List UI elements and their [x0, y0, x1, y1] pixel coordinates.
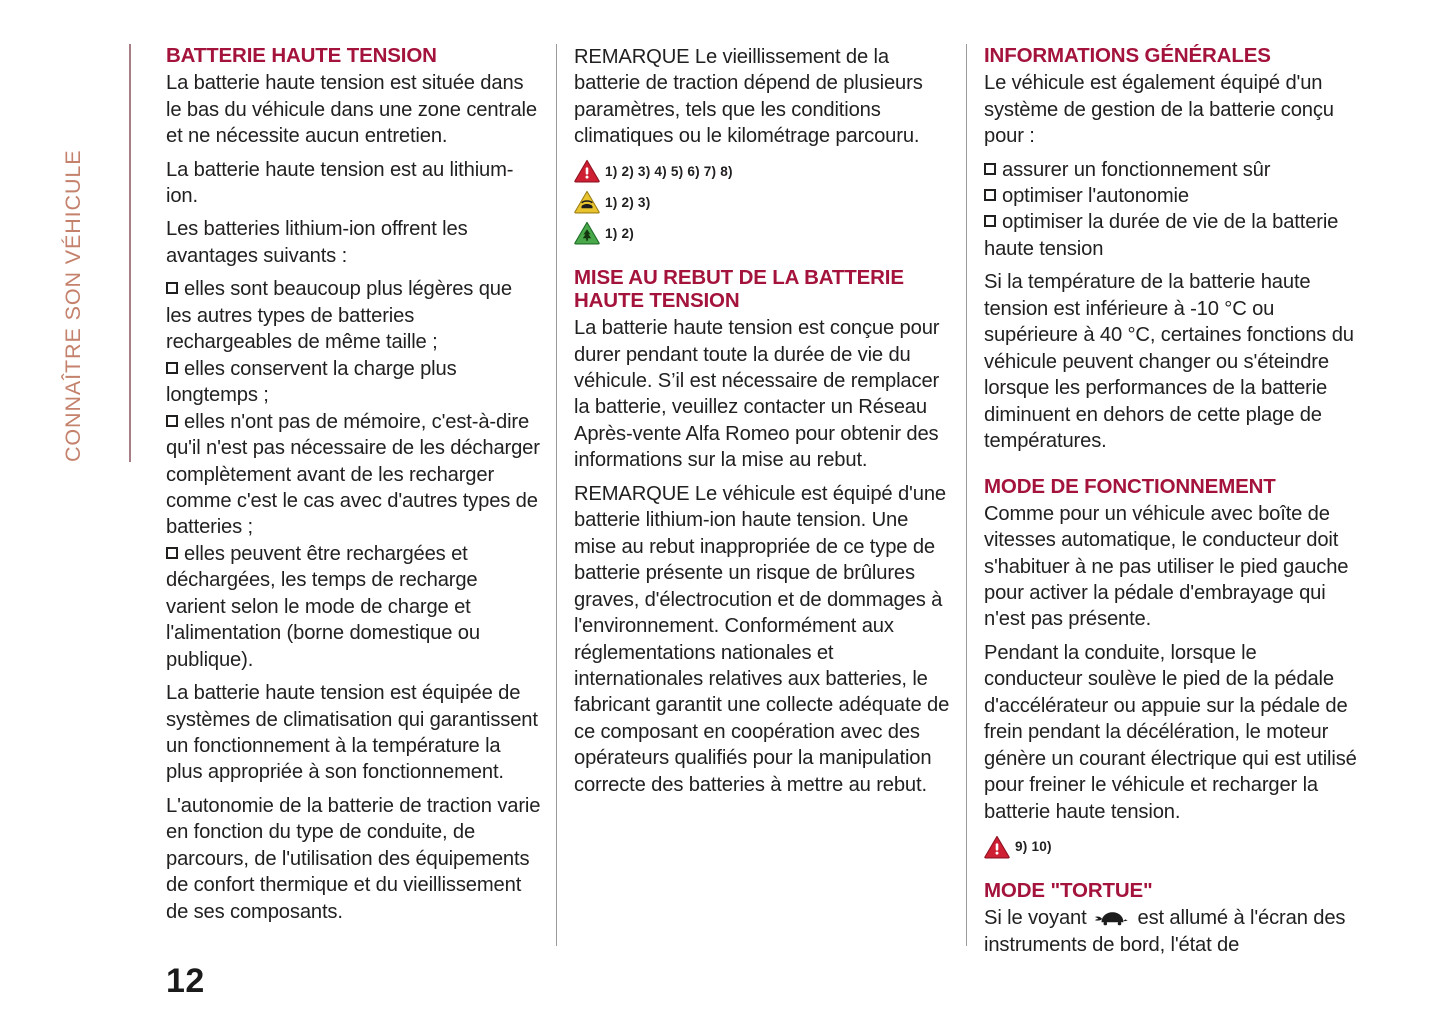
warning-reference-numbers: 1) 2) 3) 4) 5) 6) 7) 8) — [605, 163, 733, 179]
warning-reference-row — [574, 221, 950, 246]
running-head-label: CONNAÎTRE SON VÉHICULE — [61, 149, 85, 462]
list-item-label: elles sont beaucoup plus légères que les autres types de batteries rechargeables de même taille ; — [166, 278, 512, 354]
body-paragraph: Les batteries lithium-ion offrent les avantages suivants : — [166, 218, 468, 267]
body-paragraph: REMARQUE Le vieillissement de la batterie de traction dépend de plusieurs paramètres, tels que les conditions climatiques ou le kilométrage parcouru. — [574, 46, 923, 148]
section-heading: MODE "TORTUE" — [984, 879, 1153, 903]
content-columns — [166, 44, 1379, 954]
paragraph-text-after-icon: est allumé à l'écran des instruments de bord, l'état de — [984, 907, 1346, 954]
body-paragraph: Le véhicule est également équipé d'un système de gestion de la batterie conçu pour : — [984, 72, 1334, 148]
square-bullet-icon — [166, 547, 178, 559]
warning-triangle-red-icon — [984, 835, 1010, 859]
warning-triangle-yellow-skid-icon — [574, 190, 600, 214]
body-paragraph: Si la température de la batterie haute tension est inférieure à -10 °C ou supérieure à 40 °C, certaines fonctions du véhicule peuvent changer ou s'éteindre lorsque les performances de la batterie diminuent en dehors de cette plage de températures. — [984, 271, 1354, 453]
warning-reference-numbers: 1) 2) — [605, 225, 634, 241]
square-bullet-icon — [984, 163, 996, 175]
list-item-label: elles conservent la charge plus longtemps ; — [166, 357, 457, 407]
warning-reference-numbers: 1) 2) 3) — [605, 194, 651, 210]
text-column-2 — [574, 44, 950, 954]
bullet-list — [984, 157, 1360, 263]
body-paragraph: La batterie haute tension est équipée de systèmes de climatisation qui garantissent un fonctionnement à la température la plus appropriée à son fonctionnement. — [166, 682, 538, 784]
body-paragraph: La batterie haute tension est conçue pour durer pendant toute la durée de vie du véhicule. S’il est nécessaire de remplacer la batterie, veuillez contacter un Réseau Après-vente Alfa Romeo pour obtenir des informations sur la mise au rebut. — [574, 317, 940, 472]
square-bullet-icon — [166, 415, 178, 427]
list-item-label: optimiser l'autonomie — [1002, 184, 1189, 207]
list-item — [166, 409, 542, 541]
text-column-1 — [166, 44, 542, 954]
list-item — [166, 356, 542, 409]
square-bullet-icon — [166, 282, 178, 294]
warning-reference-row — [984, 834, 1360, 859]
warning-triangle-green-environment-icon — [574, 221, 600, 245]
body-paragraph: Comme pour un véhicule avec boîte de vitesses automatique, le conducteur doit s'habituer à ne pas utiliser le pied gauche pour activer la pédale d'embrayage qui n'est pas présente. — [984, 502, 1349, 631]
turtle-icon — [1094, 909, 1130, 926]
body-paragraph: REMARQUE Le véhicule est équipé d'une batterie lithium-ion haute tension. Une mise au rebut inappropriée de ce type de batterie présente un risque de brûlures graves, d'électrocution et de dommages à l'environnement. Conformément aux réglementations nationales et internationales relatives aux batteries, le fabricant garantit une collecte adéquate de ce composant en coopération avec des opérateurs qualifiés pour la manipulation correcte des batteries à mettre au rebut. — [574, 482, 950, 796]
section-heading: BATTERIE HAUTE TENSION — [166, 44, 437, 67]
list-item — [984, 183, 1360, 209]
square-bullet-icon — [984, 215, 996, 227]
list-item-label: assurer un fonctionnement sûr — [1002, 158, 1271, 181]
list-item — [984, 157, 1360, 183]
section-heading: MISE AU REBUT DE LA BATTERIE HAUTE TENSION — [574, 265, 904, 312]
body-paragraph-with-icon — [984, 905, 1360, 954]
page-number: 12 — [166, 962, 205, 1000]
list-item — [984, 209, 1360, 262]
body-paragraph: L'autonomie de la batterie de traction varie en fonction du type de conduite, de parcours, de l'utilisation des équipements de confort thermique et du vieillissement de ses composants. — [166, 794, 541, 923]
list-item-label: elles n'ont pas de mémoire, c'est-à-dire qu'il n'est pas nécessaire de les décharger complètement avant de les recharger comme c'est le cas avec d'autres types de batteries ; — [166, 410, 540, 539]
body-paragraph: Pendant la conduite, lorsque le conducteur soulève le pied de la pédale d'accélérateur ou appuie sur la pédale de frein pendant la décélération, le moteur génère un courant électrique qui est utilisé pour freiner le véhicule et recharger la batterie haute tension. — [984, 641, 1357, 823]
warning-triangle-red-icon — [574, 159, 600, 183]
square-bullet-icon — [166, 362, 178, 374]
sidebar-vertical-rule — [129, 44, 131, 462]
body-paragraph: La batterie haute tension est au lithium-ion. — [166, 158, 514, 207]
section-heading: INFORMATIONS GÉNÉRALES — [984, 44, 1271, 67]
paragraph-text-before-icon: Si le voyant — [984, 907, 1093, 930]
list-item-label: elles peuvent être rechargées et déchargées, les temps de recharge varient selon le mode de charge et l'alimentation (borne domestique ou publique). — [166, 542, 480, 671]
warning-reference-numbers: 9) 10) — [1015, 839, 1052, 855]
text-column-3 — [984, 44, 1360, 954]
warning-reference-row — [574, 159, 950, 184]
list-item — [166, 541, 542, 673]
body-paragraph: La batterie haute tension est située dans le bas du véhicule dans une zone centrale et ne nécessite aucun entretien. — [166, 72, 537, 148]
list-item — [166, 276, 542, 355]
running-head-sidebar — [61, 42, 132, 462]
list-item-label: optimiser la durée de vie de la batterie haute tension — [984, 211, 1339, 260]
square-bullet-icon — [984, 189, 996, 201]
bullet-list — [166, 276, 542, 673]
warning-reference-row — [574, 190, 950, 215]
section-heading: MODE DE FONCTIONNEMENT — [984, 474, 1276, 498]
